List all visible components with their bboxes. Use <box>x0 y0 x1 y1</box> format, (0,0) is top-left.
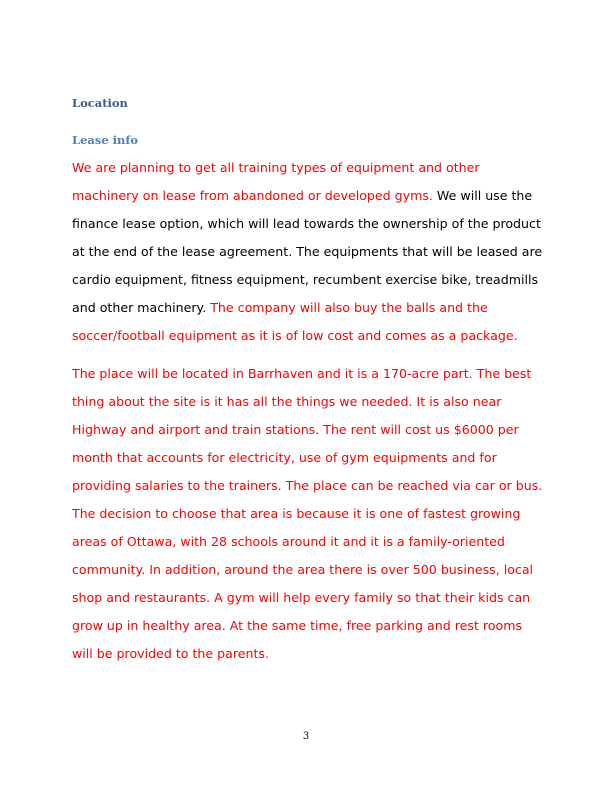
lease-paragraph <box>72 154 544 350</box>
lease-paragraph-red-intro: We are planning to get all training types of equipment and other machinery on lease from abandoned or developed gyms. <box>72 160 480 203</box>
lease-paragraph-red-closing: The company will also buy the balls and the soccer/football equipment as it is of low cost and comes as a package. <box>72 300 518 343</box>
page-number: 3 <box>302 731 310 742</box>
location-paragraph: The place will be located in Barrhaven and it is a 170-acre part. The best thing about the site is it has all the things we needed. It is also near Highway and airport and train stations. The rent will cost us $6000 per month that accounts for electricity, use of gym equipments and for providing salaries to the trainers. The place can be reached via car or bus. The decision to choose that area is because it is one of fastest growing areas of Ottawa, with 28 schools around it and it is a family-oriented community. In addition, around the area there is over 500 business, local shop and restaurants. A gym will help every family so that their kids can grow up in healthy area. At the same time, free parking and rest rooms will be provided to the parents. <box>72 366 543 661</box>
section-heading-location: Location <box>72 96 128 110</box>
subsection-heading-lease-info: Lease info <box>72 133 138 147</box>
lease-paragraph-black-body: We will use the finance lease option, which will lead towards the ownership of the product at the end of the lease agreement. The equipments that will be leased are cardio equipment, fitness equipment, recumbent exercise bike, treadmills and other machinery. <box>72 188 543 315</box>
